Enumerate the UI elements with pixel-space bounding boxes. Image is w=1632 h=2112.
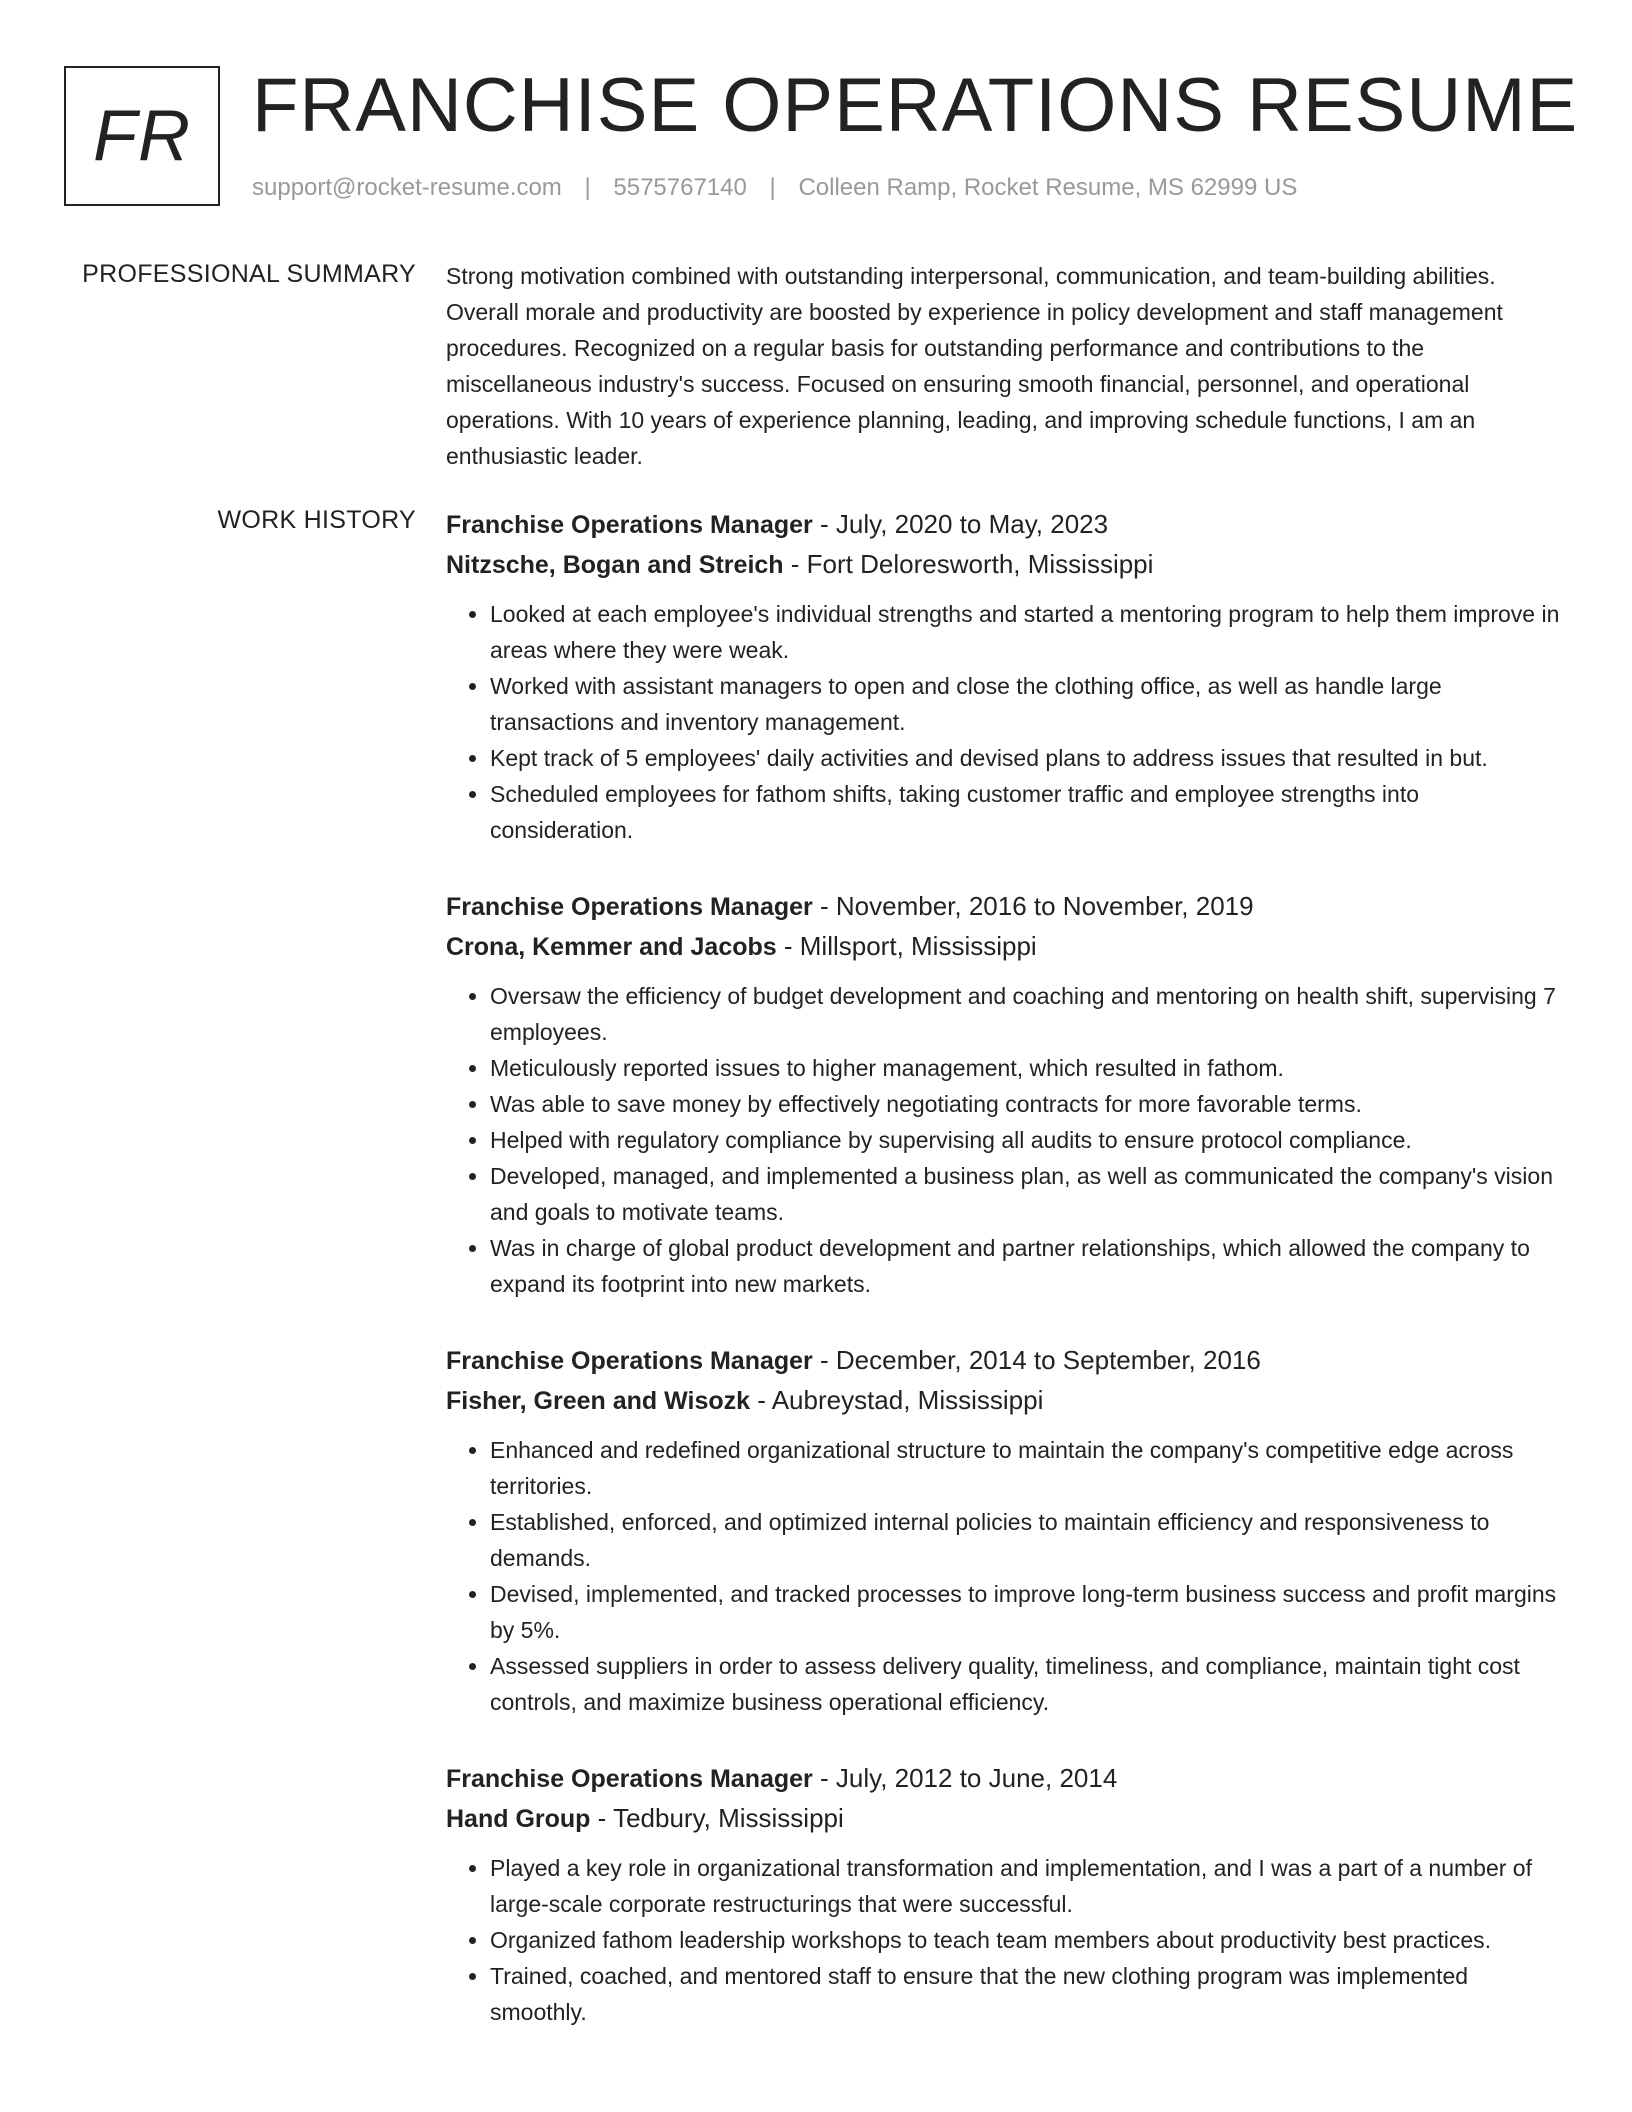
job-title-line — [446, 886, 1566, 927]
job-location: - Millsport, Mississippi — [776, 931, 1037, 961]
job-title: Franchise Operations Manager — [446, 893, 813, 921]
job-dates: - July, 2020 to May, 2023 — [812, 509, 1109, 539]
work-history-body — [446, 504, 1566, 2068]
job-bullet: • Was in charge of global product development and partner relationships, which allowed the company to expand its footprint into new markets. — [490, 1230, 1566, 1302]
job-bullet: • Kept track of 5 employees' daily activities and devised plans to address issues that resulted in but. — [490, 740, 1566, 776]
job-company-line — [446, 1799, 1566, 1838]
summary-section — [64, 258, 1568, 478]
job-bullet: • Worked with assistant managers to open and close the clothing office, as well as handle large transactions and inventory management. — [490, 668, 1566, 740]
job-bullet: • Trained, coached, and mentored staff to ensure that the new clothing program was implemented smoothly. — [490, 1958, 1566, 2030]
job-title-line — [446, 504, 1566, 545]
job-title: Franchise Operations Manager — [446, 1347, 813, 1375]
job-title-line — [446, 1340, 1566, 1381]
resume-header — [64, 63, 1579, 226]
job-bullet: • Developed, managed, and implemented a business plan, as well as communicated the company's vision and goals to motivate teams. — [490, 1158, 1566, 1230]
job-company: Crona, Kemmer and Jacobs — [446, 933, 777, 961]
job-title: Franchise Operations Manager — [446, 511, 813, 539]
job-bullet: • Devised, implemented, and tracked processes to improve long-term business success and profit margins by 5%. — [490, 1576, 1566, 1648]
work-history-heading: WORK HISTORY — [217, 506, 416, 534]
summary-heading: PROFESSIONAL SUMMARY — [82, 260, 416, 288]
job-location: - Fort Deloresworth, Mississippi — [783, 549, 1154, 579]
contact-line — [252, 174, 1297, 202]
job-dates: - December, 2014 to September, 2016 — [812, 1345, 1261, 1375]
job-bullet: • Played a key role in organizational transformation and implementation, and I was a part of a number of large-scale corporate restructurings that were successful. — [490, 1850, 1566, 1922]
job-title-line — [446, 1758, 1566, 1799]
job-title: Franchise Operations Manager — [446, 1765, 813, 1793]
monogram-logo: FR — [64, 66, 220, 206]
summary-body — [446, 258, 1566, 474]
contact-email[interactable]: support@rocket-resume.com — [252, 174, 562, 201]
job-bullet: • Assessed suppliers in order to assess delivery quality, timeliness, and compliance, maintain tight cost controls, and maximize business operational efficiency. — [490, 1648, 1566, 1720]
contact-separator: | — [584, 174, 591, 201]
job-entry — [446, 1758, 1566, 2030]
job-entry — [446, 886, 1566, 1302]
job-entry — [446, 504, 1566, 848]
job-location: - Tedbury, Mississippi — [590, 1803, 844, 1833]
contact-phone[interactable]: 5575767140 — [613, 174, 747, 201]
job-bullet: • Established, enforced, and optimized internal policies to maintain efficiency and responsiveness to demands. — [490, 1504, 1566, 1576]
job-bullet-list — [446, 1432, 1566, 1720]
job-dates: - November, 2016 to November, 2019 — [812, 891, 1254, 921]
job-location: - Aubreystad, Mississippi — [750, 1385, 1044, 1415]
job-company: Nitzsche, Bogan and Streich — [446, 551, 784, 579]
job-company-line — [446, 545, 1566, 584]
contact-address: Colleen Ramp, Rocket Resume, MS 62999 US — [798, 174, 1298, 201]
job-bullet: • Oversaw the efficiency of budget development and coaching and mentoring on health shift, supervising 7 employees. — [490, 978, 1566, 1050]
job-company-line — [446, 1381, 1566, 1420]
job-company: Fisher, Green and Wisozk — [446, 1387, 751, 1415]
job-bullet: • Looked at each employee's individual strengths and started a mentoring program to help them improve in areas where they were weak. — [490, 596, 1566, 668]
job-bullet: • Scheduled employees for fathom shifts, taking customer traffic and employee strengths into consideration. — [490, 776, 1566, 848]
job-bullet: • Organized fathom leadership workshops to teach team members about productivity best practices. — [490, 1922, 1566, 1958]
summary-text: Strong motivation combined with outstanding interpersonal, communication, and team-building abilities. Overall morale and productivity are boosted by experience in policy development and staff management procedures. Recognized on a regular basis for outstanding performance and contributions to the miscellaneous industry's success. Focused on ensuring smooth financial, personnel, and operational operations. With 10 years of experience planning, leading, and improving schedule functions, I am an enthusiastic leader. — [446, 263, 1503, 469]
job-dates: - July, 2012 to June, 2014 — [812, 1763, 1118, 1793]
job-bullet: • Meticulously reported issues to higher management, which resulted in fathom. — [490, 1050, 1566, 1086]
job-company: Hand Group — [446, 1805, 591, 1833]
job-bullet: • Helped with regulatory compliance by supervising all audits to ensure protocol compliance. — [490, 1122, 1566, 1158]
job-bullet: • Enhanced and redefined organizational structure to maintain the company's competitive edge across territories. — [490, 1432, 1566, 1504]
job-entry — [446, 1340, 1566, 1720]
job-company-line — [446, 927, 1566, 966]
job-bullet-list — [446, 978, 1566, 1302]
job-bullet: • Was able to save money by effectively negotiating contracts for more favorable terms. — [490, 1086, 1566, 1122]
job-bullet-list — [446, 1850, 1566, 2030]
job-bullet-list — [446, 596, 1566, 848]
resume-title: FRANCHISE OPERATIONS RESUME — [252, 63, 1579, 148]
contact-separator: | — [769, 174, 776, 201]
